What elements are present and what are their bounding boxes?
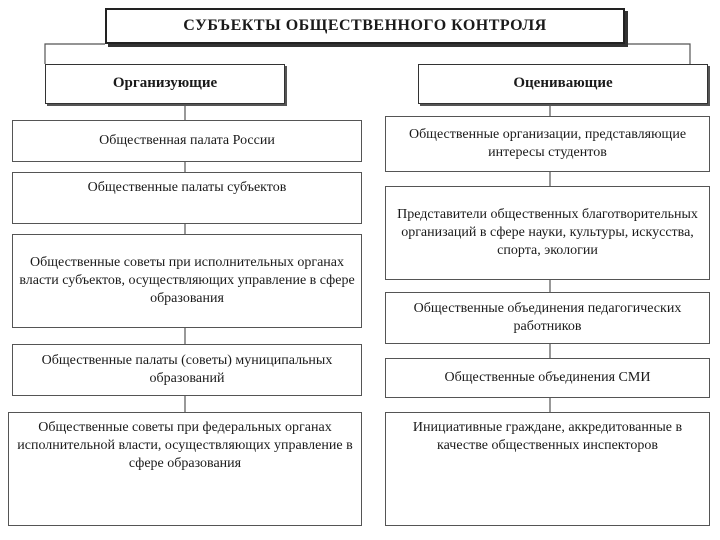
right-item-5-text: Инициативные граждане, аккредитованные в качестве общественных инспекторов (412, 420, 683, 454)
right-item-4-text: Общественные объединения СМИ (444, 369, 651, 385)
diagram-title-text: СУБЪЕКТЫ ОБЩЕСТВЕННОГО КОНТРОЛЯ (183, 16, 547, 34)
connector-title-right (625, 44, 690, 64)
diagram-title (105, 8, 625, 44)
left-item-1-text: Общественная палата России (99, 132, 275, 148)
category-evaluating-label: Оценивающие (513, 75, 613, 92)
left-item-2 (12, 172, 362, 224)
right-item-5 (385, 412, 710, 526)
left-item-2-text: Общественные палаты субъектов (87, 180, 287, 195)
left-item-5 (8, 412, 362, 526)
category-organizing-label: Организующие (112, 75, 218, 92)
right-item-2-text: Представители общественных благотворительных организаций в сфере науки, культуры, искусства, спорта, экологии (397, 206, 698, 259)
left-item-1 (12, 120, 362, 162)
right-item-1-text: Общественные организации, представляющие интересы студентов (408, 126, 687, 160)
right-item-2 (385, 186, 710, 280)
category-evaluating (418, 64, 708, 104)
right-item-3-text: Общественные объединения педагогических работников (413, 300, 682, 334)
left-item-4 (12, 344, 362, 396)
left-item-4-text: Общественные палаты (советы) муниципальных образований (41, 352, 333, 386)
connector-title-left (45, 44, 105, 64)
category-organizing (45, 64, 285, 104)
right-item-4 (385, 358, 710, 398)
left-item-3 (12, 234, 362, 328)
left-item-3-text: Общественные советы при исполнительных органах власти субъектов, осуществляющих управление в сфере образования (19, 254, 355, 307)
right-item-1 (385, 116, 710, 172)
left-item-5-text: Общественные советы при федеральных органах исполнительной власти, осуществляющих управление в сфере образования (17, 420, 353, 472)
right-item-3 (385, 292, 710, 344)
